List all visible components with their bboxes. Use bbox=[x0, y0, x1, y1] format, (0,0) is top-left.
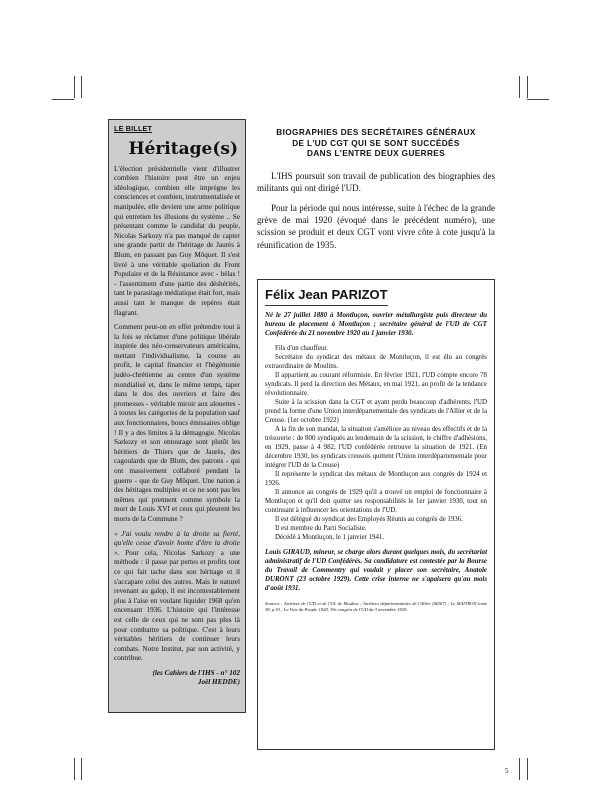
billet-paragraph: Comment peut-on en effet prétendre tout à la fois se réclamer d'une politique libérale inspirée des néo-conservateurs américains, mettant l'individualisme, la course au profit, le capital financier et l'hégémonie judéo-chrétienne au centre d'un système mondialisé et, dans le même temps, taper dans le dos des ouvriers et faire des promesses - véritable miroir aux alouettes - à toutes les catégories de la population sauf aux fonctionnaires, boucs émissaires oblige ! Il y a des limites à la démagogie. Nicolas Sarkozy et son entourage sont plutôt les héritiers de Thiers que de Jaurès, des cagoulards que de Blum, des patrons - qui ont massivement collaboré pendant la guerre - que de Guy Môquet. Une nation a des héritages multiples et ce ne sont pas les mêmes qui prennent comme symbole la mort de Louis XVI et ceux qui pleurent les morts de la Commune ? bbox=[114, 323, 240, 523]
page-number: 5 bbox=[505, 767, 509, 775]
billet-tag: LE BILLET bbox=[114, 124, 153, 133]
heading-line: DE L'UD CGT QUI SE SONT SUCCÉDÉS bbox=[292, 138, 460, 148]
billet-quote: « J'ai voulu rendre à la droite sa fierté, qu'elle cesse d'avoir honte d'être la droite ». bbox=[114, 529, 240, 557]
billet-paragraph: L'élection présidentielle vient d'illustrer combien l'histoire peut être un enjeu idéologique, combien elle imprègne les consciences et combien, instrumentalisée et manipulée, elle devient une arme politique qui entretien les illusions du système .. Se présentant comme le candidat du peuple, Nicolas Sarkozy n'a pas manqué de capter une grande partir de l'héritage de Jaurès à Blum, en passant pas Guy Môquet. Il s'est livré à une véritable spoliation du Front Populaire et de la Résistance avec - hélas ! - l'assentiment d'une partie des déshérités, tant le parasitage médiatique était fort, mais aussi tant le manque de repères était flagrant. bbox=[114, 164, 240, 317]
crop-mark bbox=[519, 76, 520, 98]
intro-paragraph: L'IHS poursuit son travail de publication des biographies des militants qui ont dirigé l'UD. bbox=[257, 170, 495, 193]
billet-sidebar bbox=[108, 119, 246, 713]
crop-mark bbox=[527, 758, 528, 780]
billet-author: Joël HEDDE) bbox=[197, 678, 240, 687]
crop-mark bbox=[81, 758, 82, 780]
billet-source: (les Cahiers de l'IHS - n° 102 bbox=[152, 668, 240, 677]
biography-paragraph: Il appartient au courant réformiste. En février 1921, l'UD compte encore 78 syndicats. Il perd la direction des Métaux, en mai 1921, au profit de la tendance révolutionnaire. bbox=[265, 372, 487, 397]
biography-name: Félix Jean PARIZOT bbox=[265, 287, 388, 306]
heading-line: DANS L'ENTRE DEUX GUERRES bbox=[307, 149, 445, 158]
biography-paragraph: Il est délégué du syndicat des Employés Réunis au congrès de 1936. bbox=[275, 516, 463, 523]
main-column bbox=[257, 119, 495, 259]
biography-paragraph: Décédé à Montluçon, le 1 janvier 1941. bbox=[275, 534, 385, 541]
biography-paragraph: Secrétaire du syndicat des métaux de Montluçon, il est élu au congrès extraordinaire de Moulins. bbox=[265, 354, 487, 370]
biography-paragraph: Suite à la scission dans la CGT et ayant perdu beaucoup d'adhérents, l'UD prend la forme d'une Union interdépartementale des syndicats de l'Allier et de la Creuse. (1er octobre 1922) bbox=[265, 399, 487, 424]
biography-paragraph: Il représente le syndicat des métaux de Montluçon aux congrès de 1924 et 1926. bbox=[265, 471, 487, 487]
crop-mark bbox=[519, 758, 520, 780]
crop-mark bbox=[81, 76, 82, 98]
biography-succession: Louis GIRAUD, mineur, se charge alors durant quelques mois, du secrétariat administratif de l'UD Confédérés. Sa candidature est contestée par la Bourse du Travail de Commentry qui voulait y placer son secrétaire, Anatole DURONT (23 octobre 1929). Cette crise interne ne s'apaisera qu'au mois d'août 1931. bbox=[265, 549, 487, 592]
intro-paragraph: Pour la période qui nous intéresse, suite à l'échec de la grande grève de mai 1920 (évoqué dans le précédent numéro), une scission se produit et deux CGT vont vivre côte à cote jusqu'à la réunification de 1935. bbox=[257, 202, 495, 250]
crop-mark bbox=[74, 758, 75, 780]
biography-paragraph: Il annonce au congrès de 1929 qu'il a trouvé un emploi de fonctionnaire à Montluçon et qu'il doit quitter ses responsabilités le 1er janvier 1930, tout en continuant à influencer les orientations de l'UD. bbox=[265, 489, 487, 514]
crop-mark bbox=[52, 99, 74, 100]
biography-paragraph: A la fin de son mandat, la situation s'améliore au niveau des effectifs et de la trésorerie : de 800 syndiqués au lendemain de la scission, le chiffre d'adhésions, en 1929, passe à 4 982, l'UD confédérée retrouve la situation de 1921. (En décembre 1930, les syndicats creusois quittent l'Union interdépartementale pour intégrer l'UD de la Creuse) bbox=[265, 426, 487, 469]
biography-paragraph: Il est membre du Parti Socialiste. bbox=[275, 525, 367, 532]
biography-box bbox=[257, 279, 495, 750]
crop-mark bbox=[74, 76, 75, 98]
crop-mark bbox=[527, 99, 549, 100]
section-heading bbox=[257, 128, 495, 160]
billet-title: Héritage(s) bbox=[128, 138, 238, 159]
biography-sources: Sources : Archives de l'UD et de l'UL de Moulins ; Archives départementales de l'Allier (M267) ; Le MAITRON tome 38, p.53 ; La Voix du Peuple 1928, 19e congrès de l'UD du 3 novembre 1929. bbox=[265, 601, 487, 612]
billet-closing bbox=[114, 530, 240, 664]
biography-paragraph: Fils d'un chauffeur. bbox=[275, 345, 328, 352]
heading-line: BIOGRAPHIES DES SECRÉTAIRES GÉNÉRAUX bbox=[276, 128, 476, 137]
biography-lead: Né le 27 juillet 1880 à Montluçon, ouvrier métallurgiste puis directeur du bureau de placement à Montluçon ; secrétaire général de l'UD de CGT Confédérée du 21 novembre 1920 au 1 janvier 1930. bbox=[265, 312, 487, 337]
billet-closing-text: Pour cela, Nicolas Sarkozy a une méthode : il passe par pertes et profits tout ce qui fait tache dans son héritage et il s'accapare celui des autres. Mais le naturel revenant au galop, il est incontestablement plus à l'aise en voulant liquider 1968 qu'en encensant 1936. L'histoire qui l'intéresse est celle de ceux qui ne sont pas plus là pour combattre sa politique. C'est à leurs véritables héritiers de continuer leurs combats. Notre Institut, par son activité, y contribue. bbox=[114, 548, 240, 663]
crop-mark bbox=[527, 76, 528, 98]
